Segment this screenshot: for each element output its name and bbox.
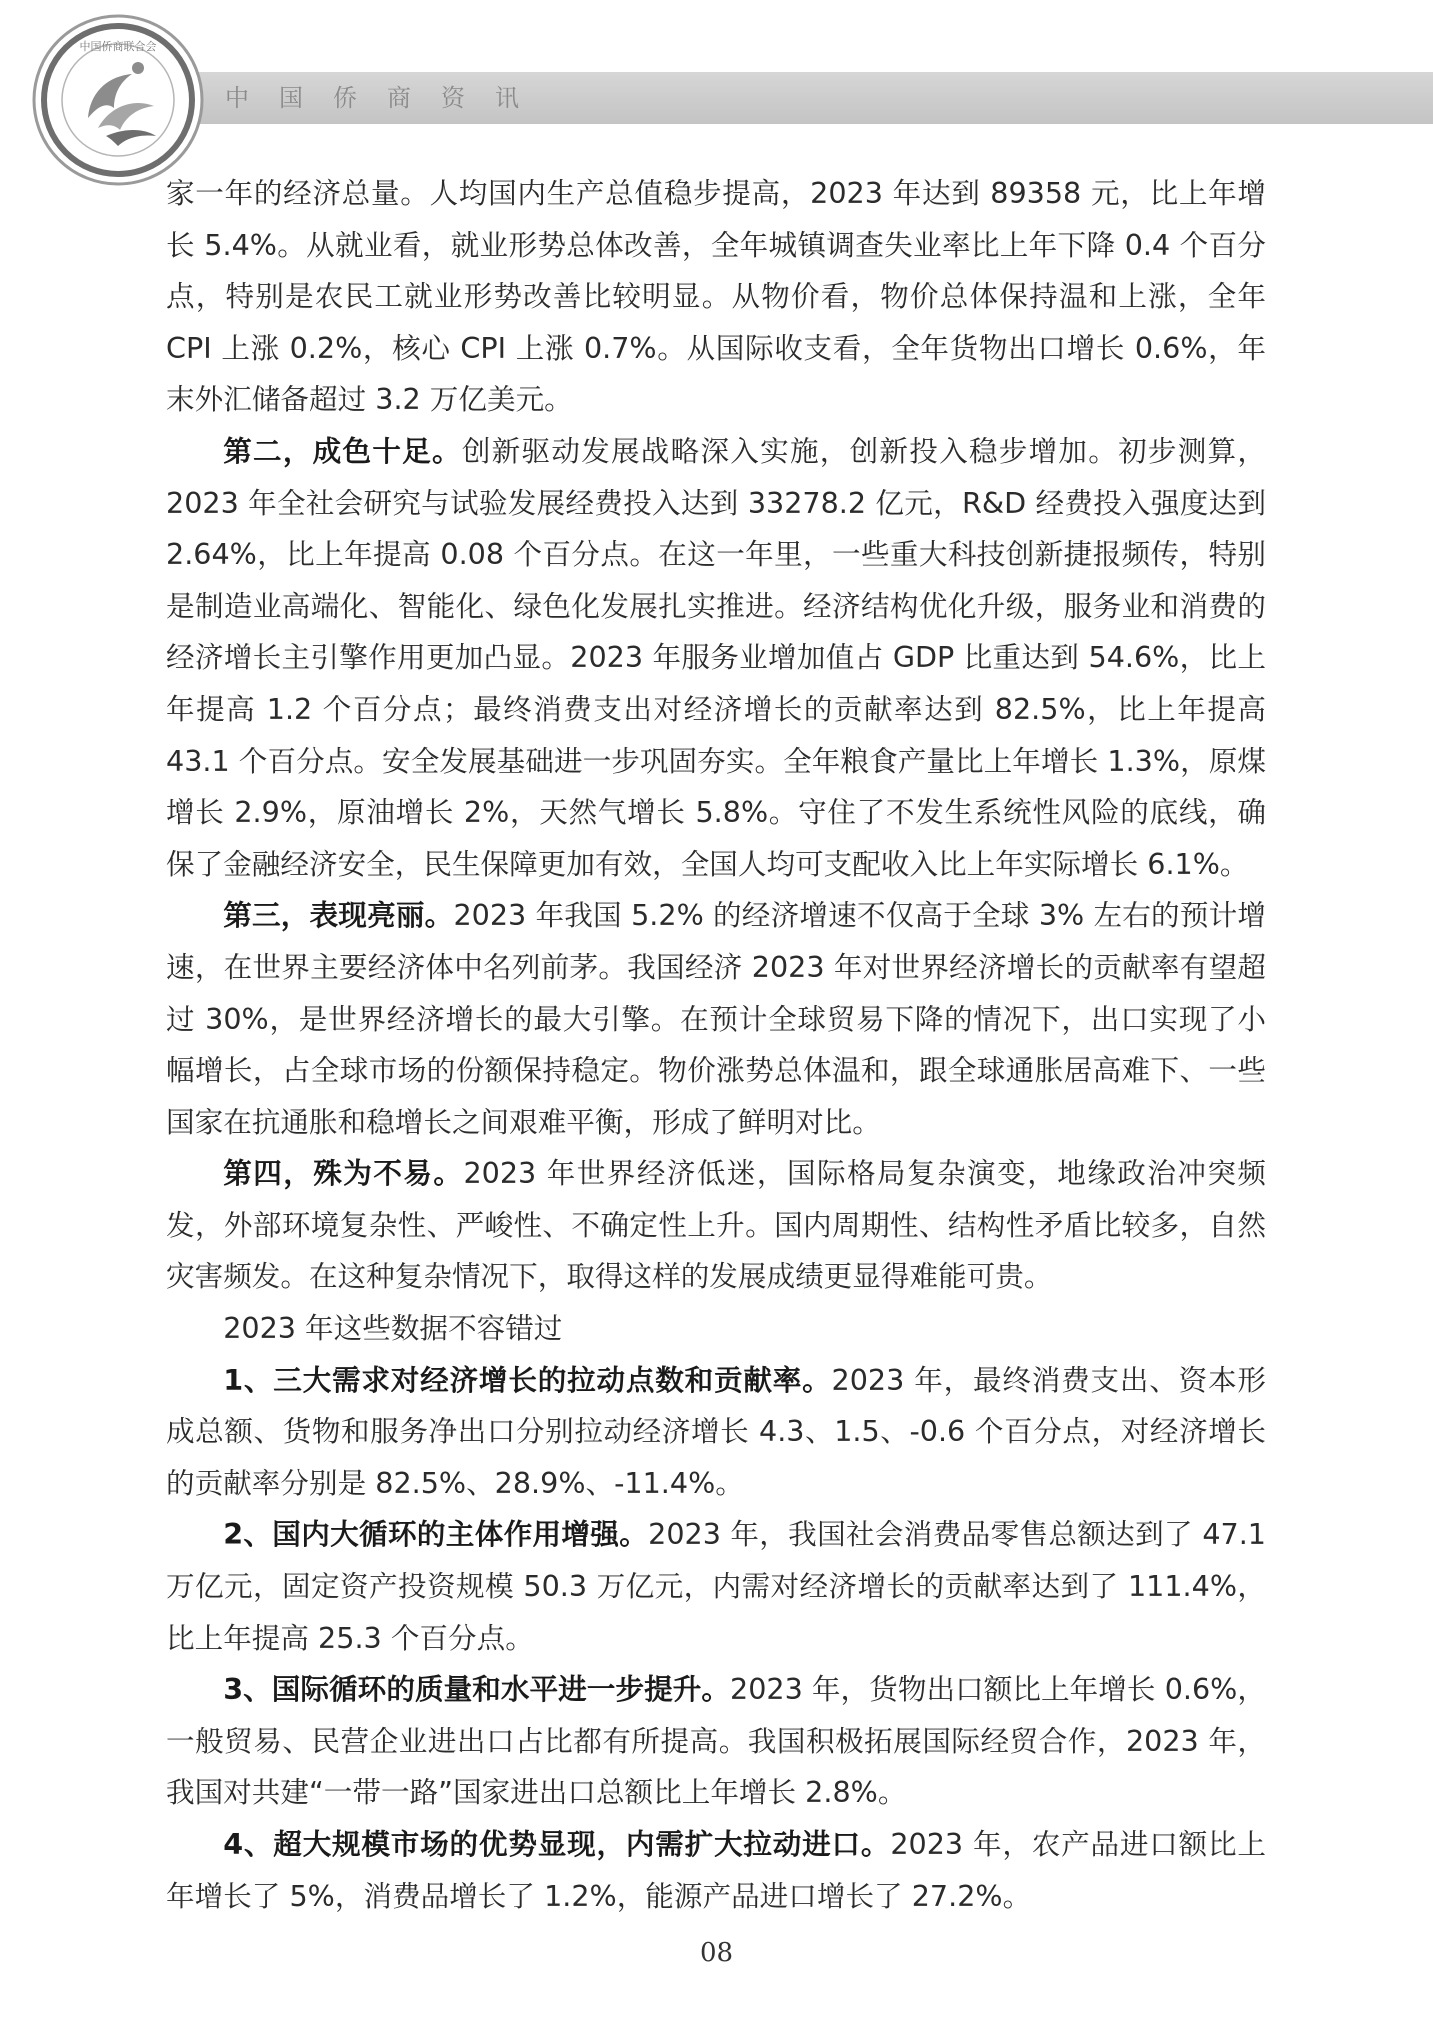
logo-text: 中国侨商联合会	[79, 40, 157, 53]
paragraph-lead: 3、国际循环的质量和水平进一步提升。	[223, 1672, 730, 1707]
paragraph-lead: 第二，成色十足。	[223, 433, 462, 468]
paragraph-lead: 第四，殊为不易。	[223, 1156, 464, 1191]
article-body	[166, 168, 1266, 1922]
paragraph: 4、超大规模市场的优势显现，内需扩大拉动进口。2023 年，农产品进口额比上年增长了 5%，消费品增长了 1.2%，能源产品进口增长了 27.2%。	[166, 1827, 1267, 1913]
logo-emblem-icon	[28, 10, 208, 190]
paragraph: 第四，殊为不易。2023 年世界经济低迷，国际格局复杂演变，地缘政治冲突频发，外部环境复杂性、严峻性、不确定性上升。国内周期性、结构性矛盾比较多，自然灾害频发。在这种复杂情况下，取得这样的发展成绩更显得难能可贵。	[166, 1156, 1266, 1294]
paragraph-lead: 第三，表现亮丽。	[223, 898, 454, 933]
section-heading: 2023 年这些数据不容错过	[223, 1311, 563, 1346]
paragraph: 家一年的经济总量。人均国内生产总值稳步提高，2023 年达到 89358 元，比上年增长 5.4%。从就业看，就业形势总体改善，全年城镇调查失业率比上年下降 0.4 个百分点，特别是农民工就业形势改善比较明显。从物价看，物价总体保持温和上涨，全年 CPI 上涨 0.2%，核心 CPI 上涨 0.7%。从国际收支看，全年货物出口增长 0.6%，年末外汇储备超过 3.2 万亿美元。	[166, 176, 1266, 417]
paragraph-lead: 1、三大需求对经济增长的拉动点数和贡献率。	[223, 1362, 832, 1397]
paragraph: 第二，成色十足。创新驱动发展战略深入实施，创新投入稳步增加。初步测算，2023 年全社会研究与试验发展经费投入达到 33278.2 亿元，R&D 经费投入强度达到 2.64%，比上年提高 0.08 个百分点。在这一年里，一些重大科技创新捷报频传，特别是制造业高端化、智能化、绿色化发展扎实推进。经济结构优化升级，服务业和消费的经济增长主引擎作用更加凸显。2023 年服务业增加值占 GDP 比重达到 54.6%，比上年提高 1.2 个百分点；最终消费支出对经济增长的贡献率达到 82.5%，比上年提高 43.1 个百分点。安全发展基础进一步巩固夯实。全年粮食产量比上年增长 1.3%，原煤增长 2.9%，原油增长 2%，天然气增长 5.8%。守住了不发生系统性风险的底线，确保了金融经济安全，民生保障更加有效，全国人均可支配收入比上年实际增长 6.1%。	[166, 433, 1266, 881]
page-number: 08	[699, 1938, 734, 1968]
paragraph: 1、三大需求对经济增长的拉动点数和贡献率。2023 年，最终消费支出、资本形成总额、货物和服务净出口分别拉动经济增长 4.3、1.5、-0.6 个百分点，对经济增长的贡献率分别是 82.5%、28.9%、-11.4%。	[166, 1362, 1267, 1500]
paragraph: 第三，表现亮丽。2023 年我国 5.2% 的经济增速不仅高于全球 3% 左右的预计增速，在世界主要经济体中名列前茅。我国经济 2023 年对世界经济增长的贡献率有望超过 30%，是世界经济增长的最大引擎。在预计全球贸易下降的情况下，出口实现了小幅增长，占全球市场的份额保持稳定。物价涨势总体温和，跟全球通胀居高难下、一些国家在抗通胀和稳增长之间艰难平衡，形成了鲜明对比。	[166, 898, 1266, 1139]
header-title: 中国侨商资讯	[225, 84, 549, 112]
paragraph-lead: 2、国内大循环的主体作用增强。	[223, 1517, 649, 1552]
paragraph: 2、国内大循环的主体作用增强。2023 年，我国社会消费品零售总额达到了 47.1 万亿元，固定资产投资规模 50.3 万亿元，内需对经济增长的贡献率达到了 111.4%，比上年提高 25.3 个百分点。	[166, 1517, 1266, 1655]
paragraph: 3、国际循环的质量和水平进一步提升。2023 年，货物出口额比上年增长 0.6%，一般贸易、民营企业进出口占比都有所提高。我国积极拓展国际经贸合作，2023 年，我国对共建“一带一路”国家进出口总额比上年增长 2.8%。	[166, 1672, 1266, 1810]
paragraph-lead: 4、超大规模市场的优势显现，内需扩大拉动进口。	[223, 1827, 891, 1861]
